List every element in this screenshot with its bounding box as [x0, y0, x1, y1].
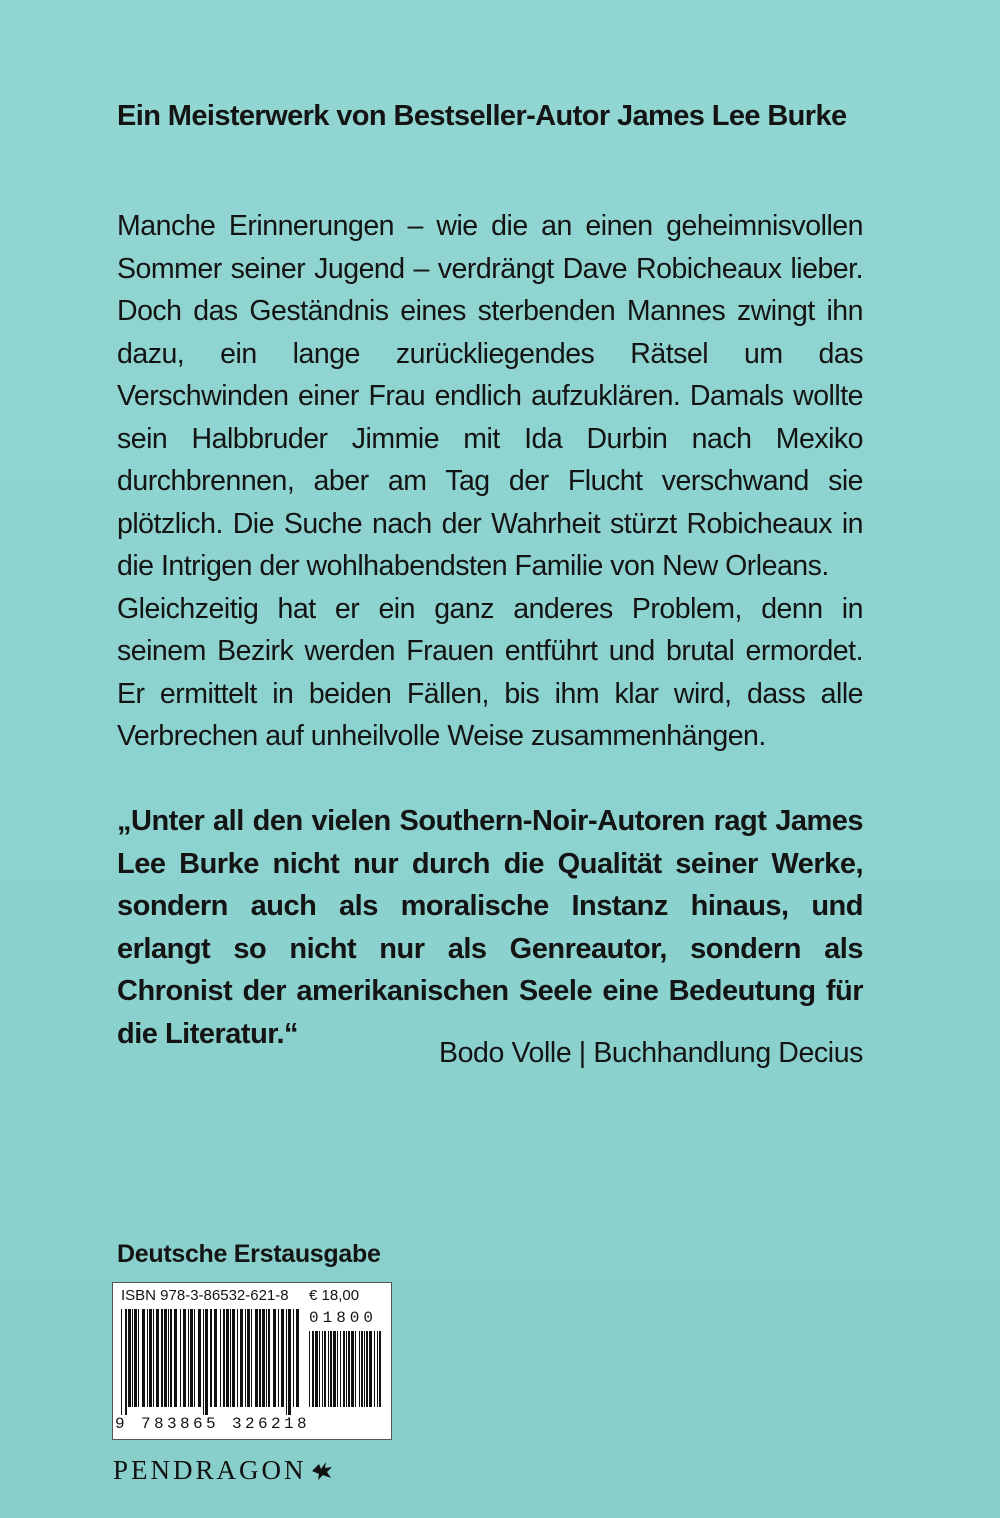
- barcode-bar: [168, 1309, 169, 1407]
- blurb-paragraph: Manche Erinnerungen – wie die an einen geheimnisvollen Sommer seiner Jugend – verdrängt Dave Robicheaux lieber. Doch das Geständnis eines sterbenden Mannes zwingt ihn dazu, ein lange zurückliegendes Rätsel um das Verschwinden einer Frau endlich aufzuklären. Damals wollte sein Halbbruder Jimmie mit Ida Durbin nach Mexiko durchbrennen, aber am Tag der Flucht verschwand sie plötzlich. Die Suche nach der Wahrheit stürzt Robicheaux in die Intrigen der wohlhabendsten Familie von New Orleans.: [117, 210, 863, 582]
- barcode-bar: [142, 1309, 145, 1407]
- barcode-bar: [315, 1331, 318, 1407]
- barcode-bar: [355, 1331, 356, 1407]
- barcode-bar: [359, 1331, 360, 1407]
- barcode-bar: [132, 1309, 133, 1407]
- barcode-bar: [194, 1309, 195, 1407]
- ean-barcode: [121, 1309, 301, 1415]
- barcode-bar: [128, 1309, 131, 1407]
- barcode-bar: [226, 1309, 229, 1407]
- barcode-bar: [230, 1309, 231, 1407]
- barcode-bar: [268, 1309, 270, 1407]
- headline: Ein Meisterwerk von Bestseller-Autor James Lee Burke: [117, 100, 847, 132]
- barcode-bar: [170, 1309, 172, 1407]
- blurb-paragraph: Gleichzeitig hat er ein ganz anderes Problem, denn in seinem Bezirk werden Frauen entführt und brutal ermordet. Er ermittelt in beiden Fällen, bis ihm klar wird, dass alle Verbrechen auf unheilvolle Weise zusammenhängen.: [117, 592, 863, 752]
- barcode-bar: [223, 1309, 225, 1407]
- barcode-bar: [319, 1331, 320, 1407]
- barcode-bar: [156, 1309, 159, 1407]
- publisher-mark: [113, 1455, 333, 1486]
- review-quote: [117, 800, 863, 1055]
- quote-text: „Unter all den vielen Southern-Noir-Autoren ragt James Lee Burke nicht nur durch die Qualität seiner Werke, sondern auch als moralische Instanz hinaus, und erlangt so nicht nur als Genreautor, sondern als Chronist der amerikanischen Seele eine Bedeutung für die Literatur.“: [117, 805, 863, 1050]
- addon-barcode: [309, 1331, 383, 1415]
- barcode-bar: [351, 1331, 354, 1407]
- barcode-bar: [348, 1331, 350, 1407]
- barcode-bar: [210, 1309, 212, 1407]
- barcode-bar: [273, 1309, 276, 1407]
- barcode-bar: [266, 1309, 267, 1407]
- barcode-bar: [134, 1309, 137, 1407]
- barcode-bar: [232, 1309, 235, 1407]
- barcode-bar: [333, 1331, 336, 1407]
- barcode-bar: [198, 1309, 201, 1407]
- barcode-bar: [369, 1331, 372, 1407]
- barcode-bar: [164, 1309, 167, 1407]
- barcode-bar: [161, 1309, 163, 1407]
- barcode-bar: [343, 1331, 345, 1407]
- edition-note: Deutsche Erstausgabe: [117, 1240, 381, 1268]
- barcode-bar: [379, 1331, 381, 1407]
- barcode-bar: [262, 1309, 265, 1407]
- barcode-bar: [374, 1331, 375, 1407]
- barcode-bar: [245, 1309, 246, 1407]
- quote-source: Bodo Volle | Buchhandlung Decius: [439, 1037, 863, 1069]
- barcode-bar: [147, 1309, 148, 1407]
- barcode-bar: [251, 1309, 252, 1407]
- barcode-bar: [286, 1309, 287, 1415]
- barcode-label: [112, 1282, 392, 1440]
- ean-digits: 9 783865 326218: [115, 1415, 311, 1433]
- barcode-bar: [340, 1331, 341, 1407]
- barcode-bar: [377, 1331, 378, 1407]
- price-label: € 18,00: [309, 1287, 360, 1304]
- barcode-bar: [322, 1331, 323, 1407]
- barcode-bar: [220, 1309, 221, 1407]
- barcode-bar: [337, 1331, 338, 1407]
- dragon-icon: [311, 1461, 333, 1481]
- barcode-bar: [328, 1331, 329, 1407]
- barcode-bar: [121, 1309, 122, 1415]
- blurb: [117, 205, 863, 758]
- barcode-bar: [183, 1309, 186, 1407]
- barcode-bar: [293, 1309, 294, 1407]
- isbn-label: ISBN 978-3-86532-621-8: [121, 1287, 289, 1304]
- barcode-bar: [312, 1331, 314, 1407]
- barcode-bar: [205, 1309, 208, 1415]
- barcode-bar: [255, 1309, 258, 1407]
- barcode-bar: [138, 1309, 139, 1407]
- barcode-bar: [237, 1309, 238, 1407]
- barcode-bar: [330, 1331, 332, 1407]
- barcode-bar: [296, 1309, 299, 1407]
- barcode-bar: [278, 1309, 279, 1407]
- barcode-bar: [361, 1331, 363, 1407]
- addon-code: 01800: [309, 1309, 378, 1327]
- barcode-bar: [214, 1309, 217, 1407]
- barcode-bar: [174, 1309, 177, 1407]
- barcode-bar: [247, 1309, 250, 1407]
- publisher-name: PENDRAGON: [113, 1455, 307, 1485]
- barcode-bar: [366, 1331, 368, 1407]
- barcode-bar: [125, 1309, 127, 1415]
- barcode-bar: [188, 1309, 189, 1407]
- barcode-bar: [288, 1309, 291, 1415]
- barcode-bar: [324, 1331, 326, 1407]
- barcode-bar: [240, 1309, 243, 1407]
- barcode-bar: [259, 1309, 261, 1407]
- barcode-bar: [309, 1331, 310, 1407]
- barcode-bar: [364, 1331, 365, 1407]
- barcode-bar: [149, 1309, 152, 1407]
- barcode-bar: [190, 1309, 193, 1407]
- barcode-bar: [180, 1309, 181, 1407]
- barcode-bar: [281, 1309, 284, 1407]
- barcode-bar: [153, 1309, 154, 1407]
- barcode-bar: [203, 1309, 204, 1415]
- barcode-bar: [346, 1331, 347, 1407]
